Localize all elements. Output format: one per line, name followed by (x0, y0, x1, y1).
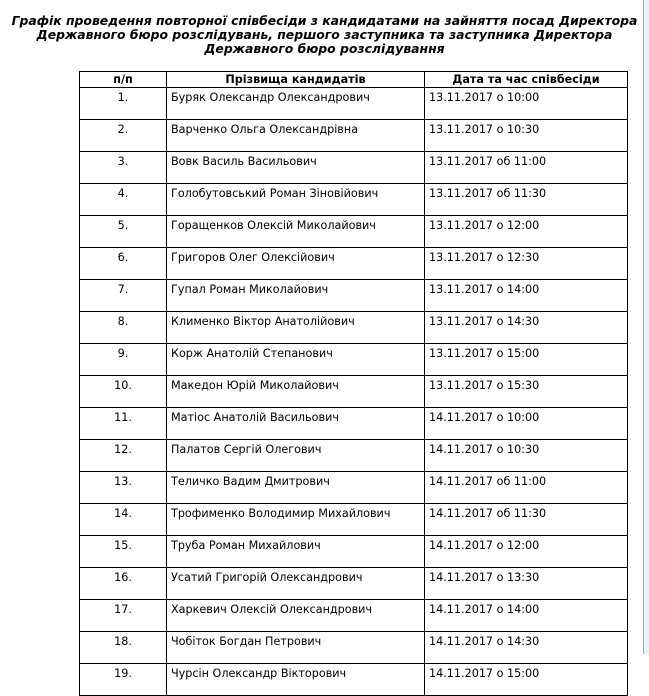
candidate-name: Варченко Ольга Олександрівна (167, 120, 425, 152)
page-title-line-3: Державного бюро розслідування (204, 41, 445, 56)
candidate-name: Трофименко Володимир Михайлович (167, 504, 425, 536)
interview-datetime: 14.11.2017 об 11:00 (425, 472, 628, 504)
table-row (80, 248, 628, 280)
page-title-line-1: Графік проведення повторної співбесіди з кандидатами на зайняття посад Директора (11, 13, 638, 28)
interview-datetime: 13.11.2017 о 15:00 (425, 344, 628, 376)
interview-datetime: 14.11.2017 о 13:30 (425, 568, 628, 600)
row-number: 4. (80, 184, 167, 216)
row-number: 7. (80, 280, 167, 312)
candidate-name: Вовк Василь Васильович (167, 152, 425, 184)
candidate-name: Клименко Віктор Анатолійович (167, 312, 425, 344)
interview-datetime: 13.11.2017 о 12:00 (425, 216, 628, 248)
interview-datetime: 14.11.2017 о 12:00 (425, 536, 628, 568)
row-number: 18. (80, 632, 167, 664)
interview-datetime: 14.11.2017 об 11:30 (425, 504, 628, 536)
candidate-name: Голобутовський Роман Зіновійович (167, 184, 425, 216)
table-row (80, 632, 628, 664)
candidate-name: Македон Юрій Миколайович (167, 376, 425, 408)
table-row (80, 536, 628, 568)
candidate-name: Гупал Роман Миколайович (167, 280, 425, 312)
candidate-name: Чобіток Богдан Петрович (167, 632, 425, 664)
interview-datetime: 13.11.2017 об 11:30 (425, 184, 628, 216)
candidate-name: Григоров Олег Олексійович (167, 248, 425, 280)
interview-datetime: 14.11.2017 о 14:30 (425, 632, 628, 664)
interview-datetime: 13.11.2017 о 10:30 (425, 120, 628, 152)
candidate-name: Усатий Григорій Олександрович (167, 568, 425, 600)
interview-datetime: 14.11.2017 о 14:00 (425, 600, 628, 632)
interview-datetime: 14.11.2017 о 10:30 (425, 440, 628, 472)
candidate-name: Чурсін Олександр Вікторович (167, 664, 425, 696)
row-number: 16. (80, 568, 167, 600)
header-candidate-name: Прізвища кандидатів (167, 72, 425, 88)
row-number: 3. (80, 152, 167, 184)
row-number: 5. (80, 216, 167, 248)
row-number: 2. (80, 120, 167, 152)
table-row (80, 472, 628, 504)
row-number: 14. (80, 504, 167, 536)
table-row (80, 408, 628, 440)
table-row (80, 120, 628, 152)
interview-datetime: 13.11.2017 о 12:30 (425, 248, 628, 280)
table-row (80, 184, 628, 216)
interview-datetime: 14.11.2017 о 15:00 (425, 664, 628, 696)
candidate-name: Труба Роман Михайлович (167, 536, 425, 568)
interview-datetime: 13.11.2017 о 15:30 (425, 376, 628, 408)
interview-datetime: 13.11.2017 о 14:30 (425, 312, 628, 344)
table-row (80, 376, 628, 408)
page-title (0, 14, 649, 56)
row-number: 12. (80, 440, 167, 472)
table-body (80, 88, 628, 696)
table-row (80, 504, 628, 536)
row-number: 15. (80, 536, 167, 568)
interview-datetime: 14.11.2017 о 10:00 (425, 408, 628, 440)
header-interview-datetime: Дата та час співбесіди (425, 72, 628, 88)
row-number: 8. (80, 312, 167, 344)
table-row (80, 280, 628, 312)
table-row (80, 88, 628, 120)
candidate-name: Горащенков Олексій Миколайович (167, 216, 425, 248)
table-row (80, 216, 628, 248)
candidate-name: Харкевич Олексій Олександрович (167, 600, 425, 632)
table-row (80, 600, 628, 632)
interview-datetime: 13.11.2017 о 10:00 (425, 88, 628, 120)
table-row (80, 152, 628, 184)
row-number: 17. (80, 600, 167, 632)
table-row (80, 568, 628, 600)
candidate-name: Буряк Олександр Олександрович (167, 88, 425, 120)
table-header-row (80, 72, 628, 88)
table-row (80, 440, 628, 472)
table-row (80, 344, 628, 376)
interview-schedule-table (79, 71, 628, 696)
table-row (80, 312, 628, 344)
candidate-name: Корж Анатолій Степанович (167, 344, 425, 376)
window-edge-strip (644, 0, 649, 654)
header-number: п/п (80, 72, 167, 88)
table-row (80, 664, 628, 696)
interview-datetime: 13.11.2017 об 11:00 (425, 152, 628, 184)
row-number: 1. (80, 88, 167, 120)
row-number: 6. (80, 248, 167, 280)
interview-datetime: 13.11.2017 о 14:00 (425, 280, 628, 312)
row-number: 11. (80, 408, 167, 440)
candidate-name: Палатов Сергій Олегович (167, 440, 425, 472)
page-title-line-2: Державного бюро розслідувань, першого заступника та заступника Директора (36, 27, 613, 42)
candidate-name: Теличко Вадим Дмитрович (167, 472, 425, 504)
candidate-name: Матіос Анатолій Васильович (167, 408, 425, 440)
row-number: 13. (80, 472, 167, 504)
row-number: 10. (80, 376, 167, 408)
row-number: 9. (80, 344, 167, 376)
row-number: 19. (80, 664, 167, 696)
